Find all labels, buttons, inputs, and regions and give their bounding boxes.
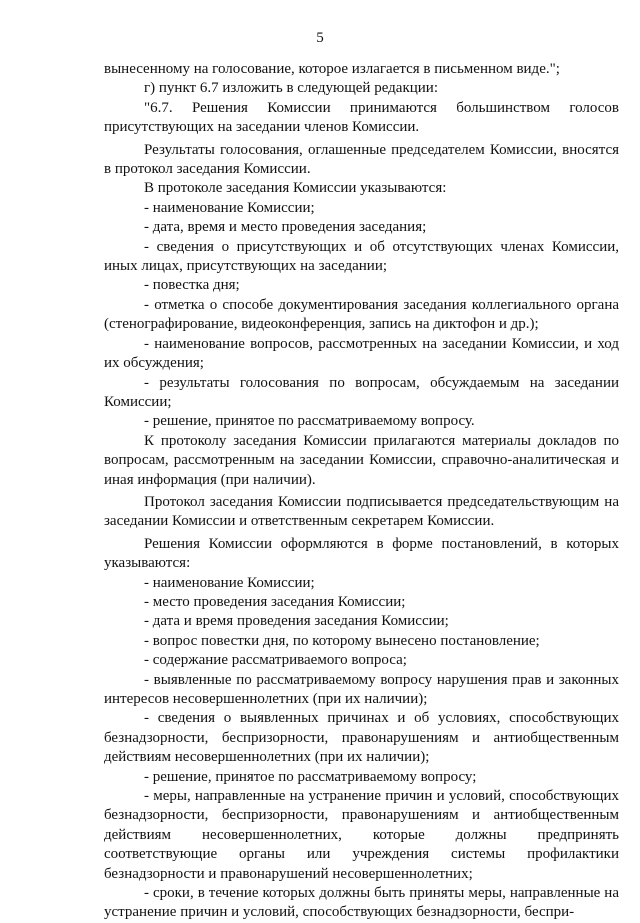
list-item: - дата и время проведения заседания Комиссии; <box>144 613 449 630</box>
paragraph: В протоколе заседания Комиссии указываются: <box>144 180 447 197</box>
paragraph: Протокол заседания Комиссии подписывается председательствующим на заседании Комиссии и ответственным секретарем Комиссии. <box>104 493 619 530</box>
list-item: - наименование вопросов, рассмотренных на заседании Комиссии, и ход их обсуждения; <box>104 335 619 372</box>
list-item: - решение, принятое по рассматриваемому вопросу. <box>144 413 475 430</box>
list-item: - повестка дня; <box>144 277 240 294</box>
list-item: - сведения о выявленных причинах и об условиях, способствующих безнадзорности, беспризорности, правонарушениям и антиобщественным действиям несовершеннолетних (при их наличии); <box>104 710 619 766</box>
list-item: - вопрос повестки дня, по которому вынесено постановление; <box>144 632 540 649</box>
list-item: - дата, время и место проведения заседания; <box>144 219 427 236</box>
document-body <box>104 60 619 923</box>
paragraph: Решения Комиссии оформляются в форме постановлений, в которых указываются: <box>104 535 619 572</box>
list-item: - наименование Комиссии; <box>144 199 315 216</box>
list-item: - выявленные по рассматриваемому вопросу нарушения прав и законных интересов несовершеннолетних (при их наличии); <box>104 671 619 707</box>
list-item: - наименование Комиссии; <box>144 574 315 591</box>
list-item: - меры, направленные на устранение причин и условий, способствующих безнадзорности, беспризорности, правонарушениям и антиобщественным действиям несовершеннолетних, которые должны предпринять соответствующие органы или учреждения системы профилактики безнадзорности и правонарушений несовершеннолетних; <box>104 788 619 882</box>
list-item: - сведения о присутствующих и об отсутствующих членах Комиссии, иных лицах, присутствующих на заседании; <box>104 238 619 275</box>
paragraph: вынесенному на голосование, которое излагается в письменном виде."; <box>104 61 560 77</box>
paragraph: г) пункт 6.7 изложить в следующей редакции: <box>144 80 438 97</box>
list-item: - решение, принятое по рассматриваемому вопросу; <box>144 768 477 785</box>
list-item: - место проведения заседания Комиссии; <box>144 593 406 610</box>
list-item: - сроки, в течение которых должны быть приняты меры, направленные на устранение причин и условий, способствующих безнадзорности, беспри- <box>104 885 619 921</box>
list-item: - результаты голосования по вопросам, обсуждаемым на заседании Комиссии; <box>104 374 619 410</box>
list-item: - содержание рассматриваемого вопроса; <box>144 652 407 669</box>
paragraph: К протоколу заседания Комиссии прилагаются материалы докладов по вопросам, рассмотренным на заседании Комиссии, справочно-аналитическая и иная информация (при наличии). <box>104 432 619 488</box>
paragraph: "6.7. Решения Комиссии принимаются большинством голосов присутствующих на заседании членов Комиссии. <box>104 99 619 136</box>
paragraph: Результаты голосования, оглашенные председателем Комиссии, вносятся в протокол заседания Комиссии. <box>104 141 619 178</box>
page-number: 5 <box>316 30 324 46</box>
list-item: - отметка о способе документирования заседания коллегиального органа (стенографирование, видеоконференция, запись на диктофон и др.); <box>104 296 619 333</box>
